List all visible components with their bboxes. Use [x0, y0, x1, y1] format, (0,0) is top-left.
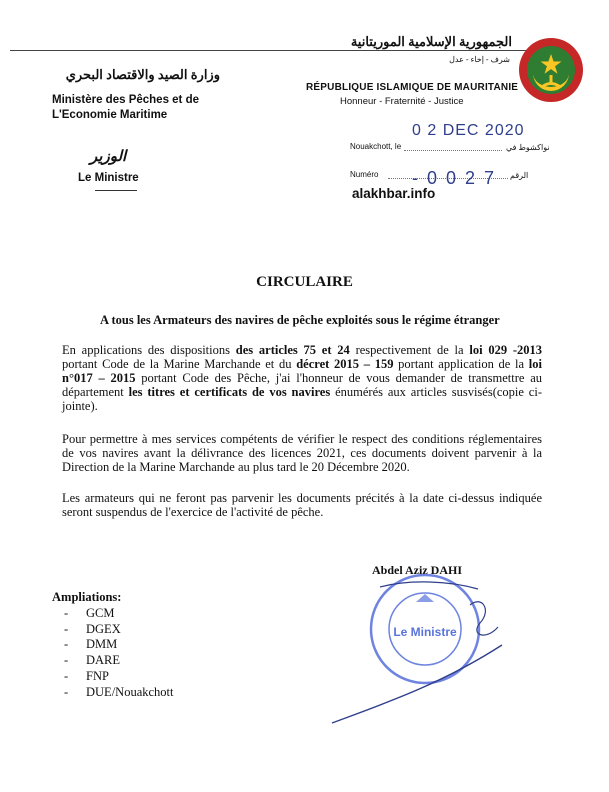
- list-item: - DMM: [64, 637, 173, 653]
- document-subtitle: A tous les Armateurs des navires de pêche exploités sous le régime étranger: [100, 313, 500, 327]
- place-date-label: Nouakchott, le: [350, 142, 402, 151]
- paragraph-1-run: loi 029 -2013: [469, 343, 543, 357]
- republic-name-fr: RÉPUBLIQUE ISLAMIQUE DE MAURITANIE: [306, 82, 519, 93]
- minister-title-fr: Le Ministre: [78, 172, 139, 184]
- list-item: - DGEX: [64, 622, 173, 638]
- paragraph-1-run: énumérés aux articles susvisés(copie ci-jointe).: [62, 385, 542, 413]
- number-stamp: - 0 0 2 7: [412, 168, 497, 188]
- ampliations-list: [64, 606, 173, 700]
- paragraph-1-run: portant application de la: [393, 357, 529, 371]
- ampliations-title: Ampliations:: [52, 590, 122, 604]
- place-date-dotted-line: [404, 150, 502, 151]
- republic-name-ar: الجمهورية الإسلامية الموريتانية: [350, 34, 512, 49]
- ministry-name-ar: وزارة الصيد والاقتصاد البحري: [65, 67, 220, 82]
- list-item: - DUE/Nouakchott: [64, 685, 173, 701]
- paragraph-1: [62, 343, 542, 413]
- minister-underline: [95, 190, 137, 191]
- list-item: - GCM: [64, 606, 173, 622]
- paragraph-1-run: les titres et certificats de vos navires: [128, 385, 331, 399]
- paragraph-1-run: décret 2015 – 159: [296, 357, 394, 371]
- number-label-ar: الرقم: [510, 171, 529, 180]
- national-emblem-icon: [518, 37, 584, 103]
- paragraph-1-run: portant Code des Pêche, j'ai l'honneur de vous demander de transmettre au département: [62, 371, 543, 399]
- paragraph-2: Pour permettre à mes services compétents de vérifier le respect des conditions réglementaires de vos navires avant la délivrance des licences 2021, ces documents doivent parvenir à la Direction de la Marine Marchande au plus tard le 20 Décembre 2020.: [62, 432, 542, 474]
- paragraph-1-run: portant Code de la Marine Marchande et du: [62, 357, 297, 371]
- list-item: - DARE: [64, 653, 173, 669]
- document-title: CIRCULAIRE: [256, 274, 353, 290]
- ministry-name-fr: Ministère des Pêches et de L'Economie Maritime: [52, 94, 200, 121]
- republic-motto-ar: شرف - إخاء - عدل: [449, 55, 510, 64]
- place-date-label-ar: نواكشوط في: [506, 143, 550, 152]
- list-item: - FNP: [64, 669, 173, 685]
- paragraph-1-run: loi n°017 – 2015: [62, 357, 542, 385]
- site-watermark: alakhbar.info: [352, 186, 436, 201]
- handwritten-signature-icon: [320, 575, 510, 735]
- date-stamp: 0 2 DEC 2020: [412, 122, 525, 139]
- minister-title-ar: الوزير: [90, 149, 127, 165]
- number-label: Numéro: [350, 170, 379, 179]
- paragraph-1-run: En applications des dispositions: [62, 343, 236, 357]
- paragraph-1-run: des articles 75 et 24: [235, 343, 350, 357]
- signer-name: Abdel Aziz DAHI: [372, 563, 462, 577]
- header-rule: [10, 50, 530, 51]
- paragraph-3: Les armateurs qui ne feront pas parvenir les documents précités à la date ci-dessus indiquée seront suspendus de l'exercice de l'activité de pêche.: [62, 491, 542, 519]
- stamp-text: Le Ministre: [393, 625, 457, 639]
- paragraph-1-run: respectivement de la: [349, 343, 470, 357]
- republic-motto-fr: Honneur - Fraternité - Justice: [340, 96, 464, 107]
